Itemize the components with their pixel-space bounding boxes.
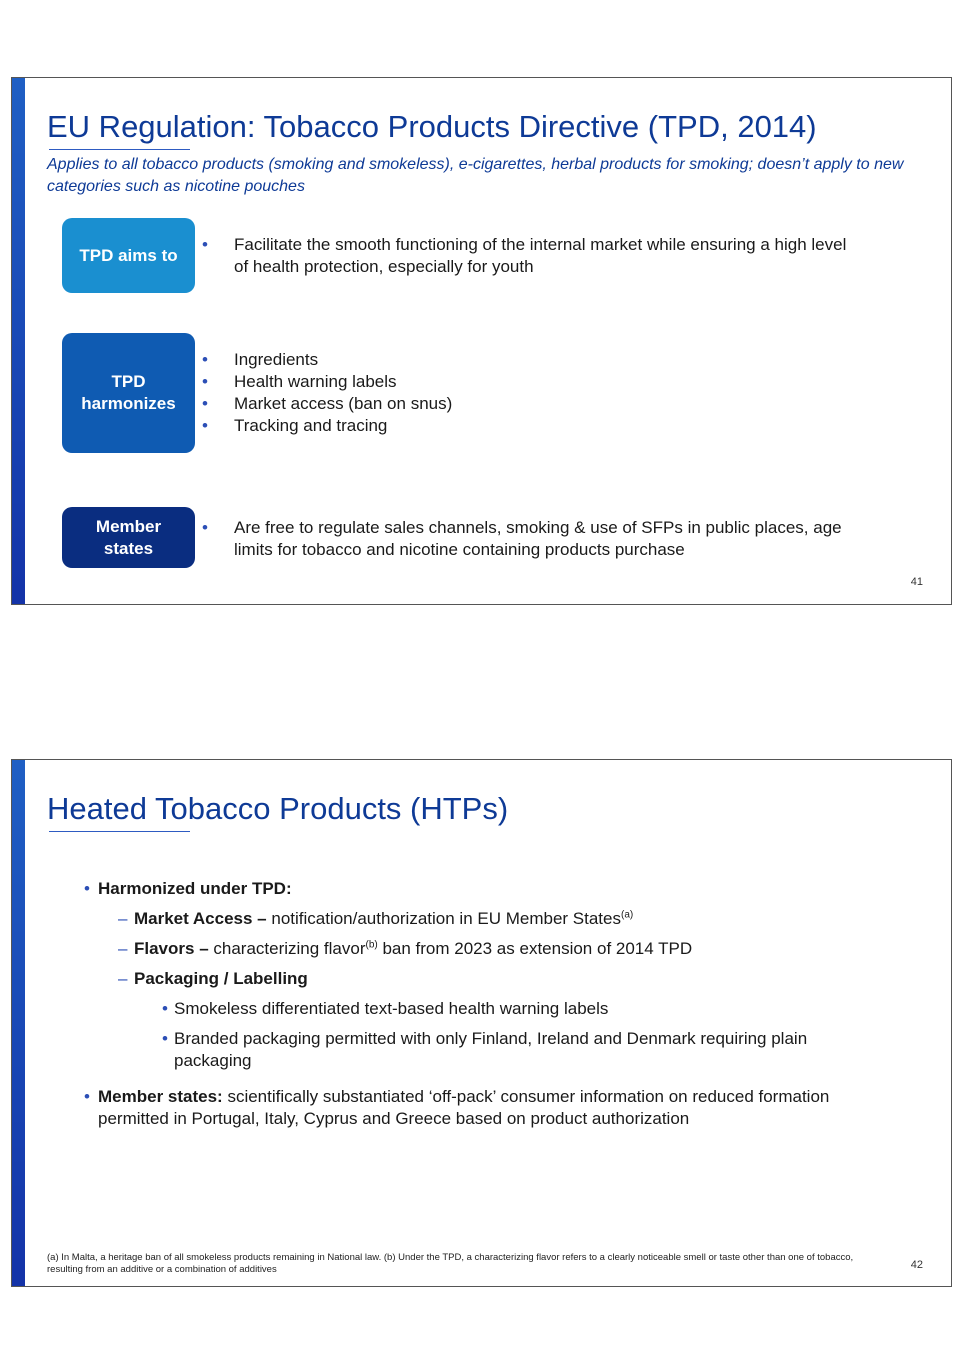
label-line: harmonizes — [81, 394, 176, 413]
dash-marker: – — [118, 909, 128, 928]
list-item — [84, 998, 884, 1020]
page-number: 41 — [910, 576, 923, 588]
slide-title: EU Regulation: Tobacco Products Directive (TPD, 2014) — [47, 109, 817, 144]
list-item — [84, 938, 884, 960]
label-line: TPD — [111, 372, 146, 391]
item-text: ban from 2023 as extension of 2014 TPD — [377, 939, 693, 958]
htp-bullets — [84, 878, 884, 1130]
tpd-aims-bullets — [202, 234, 852, 278]
title-underline — [49, 831, 190, 832]
item-bold: Packaging / Labelling — [134, 969, 308, 988]
bullet-marker: • — [162, 999, 168, 1018]
tpd-aims-label — [62, 218, 195, 293]
slide-accent-bar — [12, 760, 25, 1286]
item-bold: Flavors – — [134, 939, 214, 958]
slide-accent-bar — [12, 78, 25, 604]
tpd-harmonizes-label — [62, 333, 195, 453]
item-bold: Member states: — [98, 1087, 223, 1106]
item-text: notification/authorization in EU Member States — [271, 909, 621, 928]
page-number: 42 — [910, 1259, 923, 1271]
list-item — [84, 908, 884, 930]
item-bold: Harmonized under TPD: — [98, 879, 292, 898]
item-text: Branded packaging permitted with only Finland, Ireland and Denmark requiring plain packaging — [174, 1029, 808, 1070]
item-text: characterizing flavor — [213, 939, 366, 958]
bullet-item: • Tracking and tracing — [202, 415, 852, 437]
slide-42 — [11, 759, 952, 1287]
bullet-item: • Facilitate the smooth functioning of the internal market while ensuring a high level of health protection, especially for youth — [202, 234, 852, 278]
bullet-item: • Ingredients — [202, 349, 852, 371]
list-item — [84, 968, 884, 990]
list-item — [84, 1086, 838, 1130]
bullet-item: • Are free to regulate sales channels, smoking & use of SFPs in public places, age limits for tobacco and nicotine containing products purchase — [202, 517, 882, 561]
member-states-label — [62, 507, 195, 568]
member-states-bullets — [202, 517, 882, 561]
list-item — [84, 1028, 874, 1072]
tpd-harmonizes-bullets — [202, 349, 852, 437]
bullet-item: • Health warning labels — [202, 371, 852, 393]
label-line: TPD aims to — [79, 245, 178, 265]
footnote-ref: (b) — [365, 939, 378, 951]
bullet-item: • Market access (ban on snus) — [202, 393, 852, 415]
title-underline — [49, 149, 190, 150]
label-line: Member — [95, 516, 162, 536]
bullet-marker: • — [162, 1029, 168, 1048]
slide-title: Heated Tobacco Products (HTPs) — [47, 791, 509, 826]
item-text: Smokeless differentiated text-based health warning labels — [174, 999, 609, 1018]
item-text: scientifically substantiated ‘off-pack’ consumer information on reduced formation permitted in Portugal, Italy, Cyprus and Greece based on product authorization — [98, 1087, 830, 1128]
dash-marker: – — [118, 969, 128, 988]
list-item — [84, 878, 884, 900]
footnote-ref: (a) — [620, 909, 634, 921]
slide-subtitle: Applies to all tobacco products (smoking and smokeless), e-cigarettes, herbal products for smoking; doesn’t apply to new categories such as nicotine pouches — [47, 156, 904, 195]
bullet-marker: • — [84, 1087, 90, 1106]
dash-marker: – — [118, 939, 128, 958]
label-line: states — [103, 538, 154, 558]
footnote: (a) In Malta, a heritage ban of all smokeless products remaining in National law. (b) Under the TPD, a characterizing flavor refers to a clearly noticeable smell or taste other than one of tobacco, resulting from an additive or a combination of additives — [47, 1252, 854, 1275]
slide-41 — [11, 77, 952, 605]
item-bold: Market Access – — [134, 909, 272, 928]
bullet-marker: • — [84, 879, 90, 898]
